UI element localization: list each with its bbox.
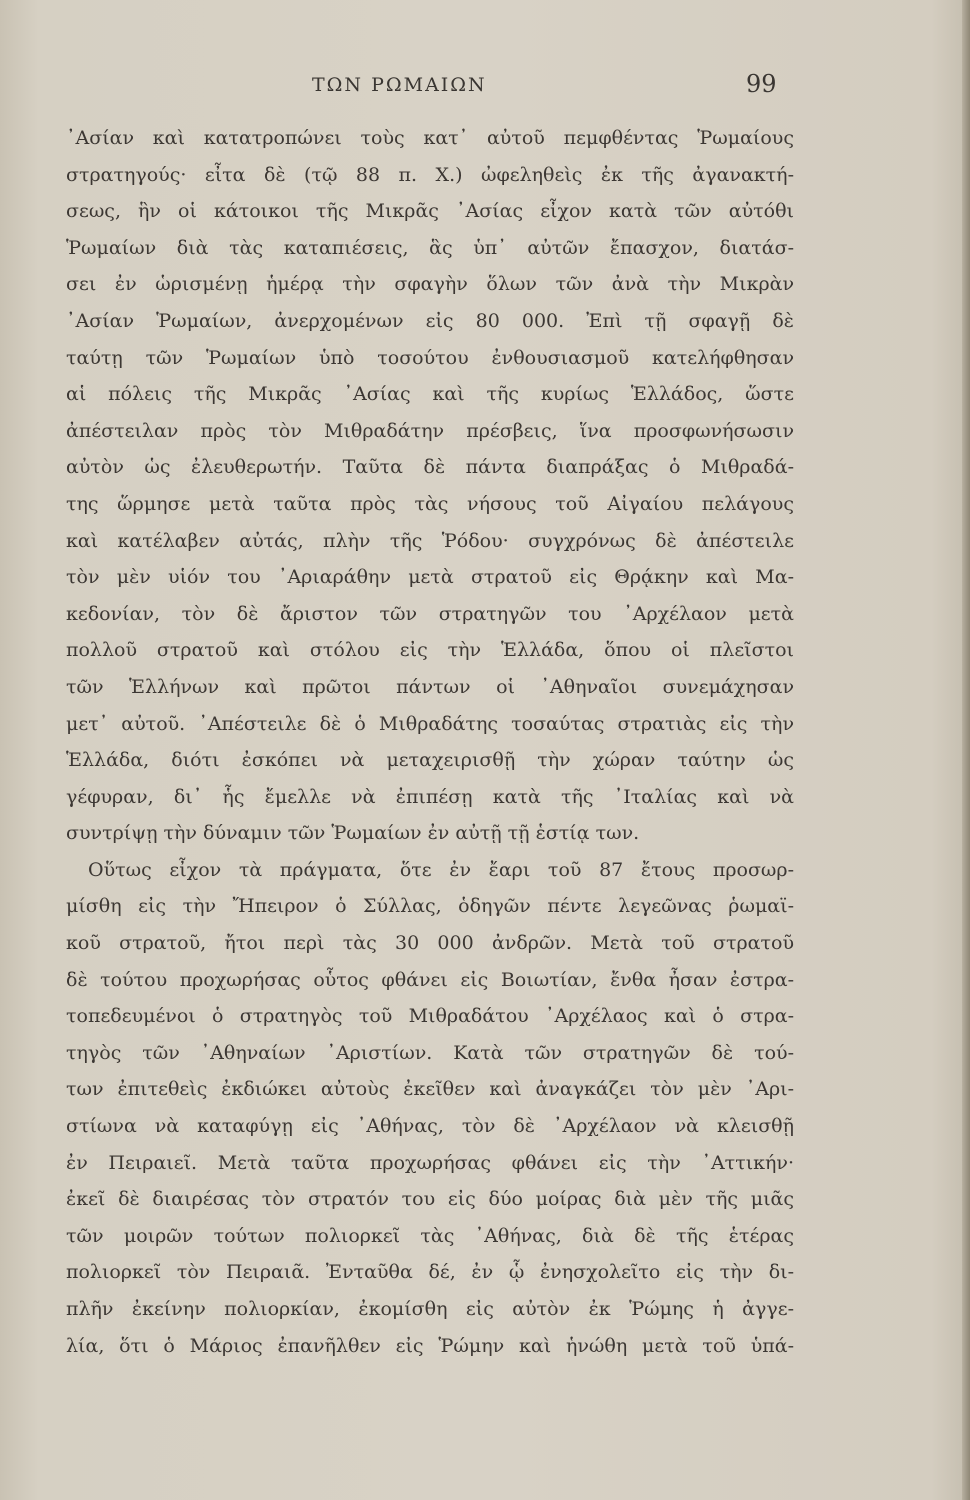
text-line: συντρίψῃ τὴν δύναμιν τῶν Ῥωμαίων ἐν αὐτῇ τῇ ἑστίᾳ των. (66, 822, 640, 845)
text-line: τηγὸς τῶν ᾿Αθηναίων ᾿Αριστίων. Κατὰ τῶν στρατηγῶν δὲ τού- (66, 1041, 794, 1064)
text-line: της ὥρμησε μετὰ ταῦτα πρὸς τὰς νήσους τοῦ Αἰγαίου πελάγους (66, 492, 794, 515)
page-edge-shadow (962, 0, 970, 1500)
text-line: των ἐπιτεθεὶς ἐκδιώκει αὐτοὺς ἐκεῖθεν καὶ ἀναγκάζει τὸν μὲν ᾿Αρι- (66, 1078, 794, 1101)
text-line: δὲ τούτου προχωρήσας οὗτος φθάνει εἰς Βοιωτίαν, ἔνθα ἦσαν ἐστρα- (66, 968, 794, 991)
text-line: τῶν Ἑλλήνων καὶ πρῶτοι πάντων οἱ ᾿Αθηναῖοι συνεμάχησαν (66, 675, 794, 698)
text-line: τοπεδευμένοι ὁ στρατηγὸς τοῦ Μιθραδάτου ᾿Αρχέλαος καὶ ὁ στρα- (66, 1005, 794, 1028)
text-line: ᾿Ασίαν Ῥωμαίων, ἀνερχομένων εἰς 80 000. Ἐπὶ τῇ σφαγῇ δὲ (66, 309, 794, 332)
text-line: στίωνα νὰ καταφύγῃ εἰς ᾿Αθήνας, τὸν δὲ ᾿Αρχέλαον νὰ κλεισθῇ (66, 1115, 794, 1138)
text-line: ἐκεῖ δὲ διαιρέσας τὸν στρατόν του εἰς δύο μοίρας διὰ μὲν τῆς μιᾶς (66, 1188, 794, 1211)
text-line: μίσθη εἰς τὴν Ἤπειρον ὁ Σύλλας, ὁδηγῶν πέντε λεγεῶνας ῥωμαϊ- (66, 895, 794, 918)
text-line: κοῦ στρατοῦ, ἤτοι περὶ τὰς 30 000 ἀνδρῶν. Μετὰ τοῦ στρατοῦ (66, 932, 794, 955)
paragraph-first-line: Οὕτως εἶχον τὰ πράγματα, ὅτε ἐν ἔαρι τοῦ 87 ἔτους προσωρ- (88, 858, 794, 881)
text-line: μετ᾽ αὐτοῦ. ᾿Απέστειλε δὲ ὁ Μιθραδάτης τοσαύτας στρατιὰς εἰς τὴν (66, 712, 794, 735)
text-line: τὸν μὲν υἱόν του ᾿Αριαράθην μετὰ στρατοῦ εἰς Θρᾴκην καὶ Μα- (66, 566, 794, 589)
text-line: τῶν μοιρῶν τούτων πολιορκεῖ τὰς ᾿Αθήνας, διὰ δὲ τῆς ἑτέρας (66, 1224, 794, 1247)
text-line: πλῆν ἐκείνην πολιορκίαν, ἐκομίσθη εἰς αὐτὸν ἐκ Ῥώμης ἡ ἀγγε- (66, 1298, 794, 1320)
text-line: Ῥωμαίων διὰ τὰς καταπιέσεις, ἃς ὑπ᾽ αὐτῶν ἔπασχον, διατάσ- (66, 236, 794, 259)
text-line: πολλοῦ στρατοῦ καὶ στόλου εἰς τὴν Ἑλλάδα, ὅπου οἱ πλεῖστοι (66, 639, 794, 662)
page-number: 99 (746, 70, 777, 98)
text-line: στρατηγούς· εἶτα δὲ (τῷ 88 π. Χ.) ὠφεληθεὶς ἐκ τῆς ἀγανακτή- (66, 163, 794, 186)
text-line: κεδονίαν, τὸν δὲ ἄριστον τῶν στρατηγῶν του ᾿Αρχέλαον μετὰ (66, 602, 794, 625)
text-line: λία, ὅτι ὁ Μάριος ἐπανῆλθεν εἰς Ῥώμην καὶ ἡνώθη μετὰ τοῦ ὑπά- (66, 1334, 794, 1357)
text-line: σεως, ἣν οἱ κάτοικοι τῆς Μικρᾶς ᾿Ασίας εἶχον κατὰ τῶν αὐτόθι (66, 200, 794, 223)
text-line: πολιορκεῖ τὸν Πειραιᾶ. Ἐνταῦθα δέ, ἐν ᾧ ἐνησχολεῖτο εἰς τὴν δι- (66, 1261, 794, 1284)
body-text (66, 120, 794, 1364)
text-line: γέφυραν, δι᾽ ἧς ἔμελλε νὰ ἐπιπέσῃ κατὰ τῆς ᾿Ιταλίας καὶ νὰ (66, 785, 794, 808)
text-line: ᾿Ασίαν καὶ κατατροπώνει τοὺς κατ᾽ αὐτοῦ πεμφθέντας Ῥωμαίους (66, 127, 794, 149)
running-title: ΤΩΝ ΡΩΜΑΙΩΝ (312, 74, 487, 96)
text-line: καὶ κατέλαβεν αὐτάς, πλὴν τῆς Ῥόδου· συγχρόνως δὲ ἀπέστειλε (66, 529, 794, 552)
text-line: σει ἐν ὡρισμένῃ ἡμέρᾳ τὴν σφαγὴν ὅλων τῶν ἀνὰ τὴν Μικρὰν (66, 273, 794, 296)
text-line: ἐν Πειραιεῖ. Μετὰ ταῦτα προχωρήσας φθάνει εἰς τὴν ᾿Αττικήν· (66, 1151, 794, 1174)
text-line: αἱ πόλεις τῆς Μικρᾶς ᾿Ασίας καὶ τῆς κυρίως Ἑλλάδος, ὥστε (66, 383, 794, 406)
text-line: αὐτὸν ὡς ἐλευθερωτήν. Ταῦτα δὲ πάντα διαπράξας ὁ Μιθραδά- (66, 456, 794, 479)
page-header (0, 70, 970, 104)
text-line: ἀπέστειλαν πρὸς τὸν Μιθραδάτην πρέσβεις, ἵνα προσφωνήσωσιν (66, 419, 794, 442)
text-line: Ἑλλάδα, διότι ἐσκόπει νὰ μεταχειρισθῇ τὴν χώραν ταύτην ὡς (66, 749, 794, 772)
text-line: ταύτῃ τῶν Ῥωμαίων ὑπὸ τοσούτου ἐνθουσιασμοῦ κατελήφθησαν (66, 346, 794, 369)
